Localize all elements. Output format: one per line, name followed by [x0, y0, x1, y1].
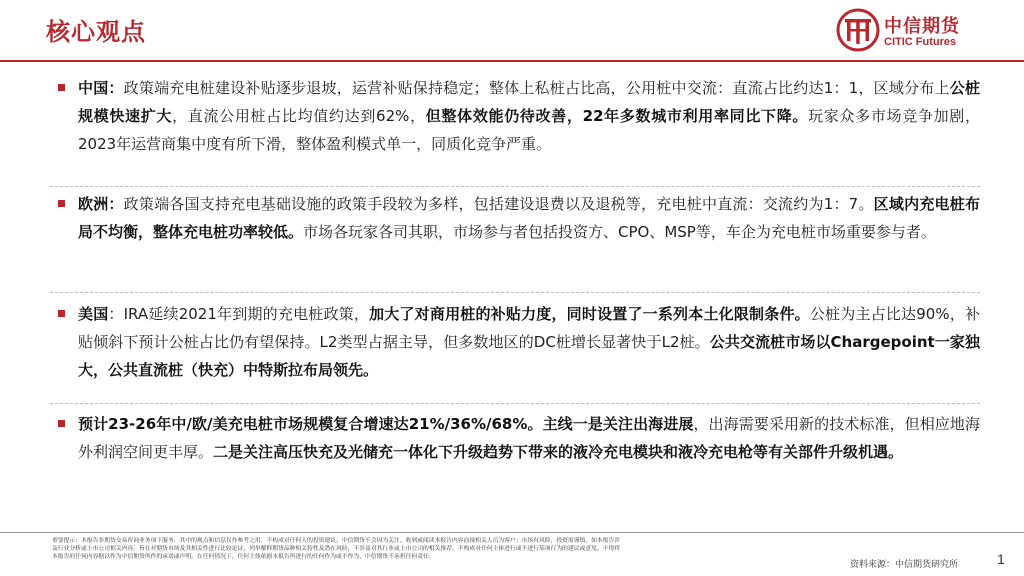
source-note: 资料来源：中信期货研究所: [850, 560, 959, 570]
page-number: 1: [997, 551, 1005, 567]
body-text: 政策端各国支持充电基础设施的政策手段较为多样，包括建设退费以及退税等，充电桩中直流：交流约为1：7。: [123, 195, 874, 213]
emphasized-text: 中国：: [78, 79, 124, 97]
emphasized-text: 二是关注高压快充及光储充一体化下升级趋势下带来的液冷充电模块和液冷充电枪等有关部件升级机遇。: [213, 443, 904, 461]
citic-emblem-icon: [836, 8, 880, 52]
body-text: 公桩为主占比达90%，补贴倾斜下预计公桩占比仍有望保持。L2类型占据主导，但多数地区的DC桩增长显著快于L2桩。: [78, 305, 980, 351]
disclaimer-text: 重要提示：本报告非期货交易咨询业务项下服务，其中的观点和信息仅作参考之用，不构成对任何人的投资建议。中信期货不会因为关注、收到或阅读本报告内容而视相关人员为客户；市场有风险，投资需谨慎。如本报告涉及行业分析或上市公司相关内容，旨在对期货市场及其相关性进行比较论证，列举解释期货品种相关特性及潜在风险，不涉及对其行业或上市公司的相关推荐，不构成对任何主体进行或不进行某项行为的建议或意见，不得将本报告的任何内容据以作为中信期货所作的承诺或声明。在任何情况下，任何主体依据本报告所进行的任何作为或不作为，中信期货不承担任何责任。: [52, 538, 621, 561]
logo-chinese-name: 中信期货: [884, 16, 960, 37]
emphasized-text: 美国: [78, 305, 109, 323]
emphasized-text: 欧洲：: [78, 195, 124, 213]
bullet-marker: [58, 200, 65, 207]
header-rule: [0, 60, 1024, 62]
emphasized-text: 加大了对商用桩的补贴力度，同时设置了一系列本土化限制条件。: [369, 305, 810, 323]
bullet-text: [78, 195, 980, 241]
bullet-marker: [58, 84, 65, 91]
bullet-usa: [50, 300, 980, 384]
bullet-forecast: [50, 410, 980, 466]
emphasized-text: 公桩规模快速扩大: [78, 79, 980, 125]
bullet-marker: [58, 420, 65, 427]
body-text: 玩家众多市场竞争加剧，2023年运营商集中度有所下滑，整体盈利模式单一，同质化竞争严重。: [78, 107, 980, 153]
bullet-text: [78, 79, 980, 153]
bullet-marker: [58, 310, 65, 317]
bullet-text: [78, 305, 980, 379]
footer-rule: [0, 532, 1024, 533]
logo-english-name: CITIC Futures: [884, 36, 957, 48]
citic-futures-logo: [836, 8, 986, 56]
bullet-text: [78, 415, 980, 461]
page-title: 核心观点: [46, 18, 146, 46]
divider: [50, 292, 980, 293]
body-text: ，出海需要采用新的技术标准，但相应地海外利润空间更丰厚。: [78, 415, 980, 461]
bullet-europe: [50, 190, 980, 246]
divider: [50, 186, 980, 187]
divider: [50, 403, 980, 404]
bullet-china: [50, 74, 980, 158]
emphasized-text: 公共交流桩市场以Chargepoint一家独大，公共直流桩（快充）中特斯拉布局领先。: [78, 333, 980, 379]
body-text: ：IRA延续2021年到期的充电桩政策，: [108, 305, 370, 323]
body-text: 政策端充电桩建设补贴逐步退坡，运营补贴保持稳定；整体上私桩占比高，公用桩中交流：直流占比约达1：1，区域分布上: [123, 79, 950, 97]
body-text: ，直流公用桩占比均值约达到62%，: [172, 107, 426, 125]
emphasized-text: 但整体效能仍待改善，22年多数城市利用率同比下降。: [425, 107, 809, 125]
emphasized-text: 预计23-26年中/欧/美充电桩市场规模复合增速达21%/36%/68%。主线一是关注出海进展: [78, 415, 694, 433]
emphasized-text: 区域内充电桩布局不均衡，整体充电桩功率较低。: [78, 195, 980, 241]
body-text: 市场各玩家各司其职，市场参与者包括投资方、CPO、MSP等，车企为充电桩市场重要参与者。: [303, 223, 936, 241]
